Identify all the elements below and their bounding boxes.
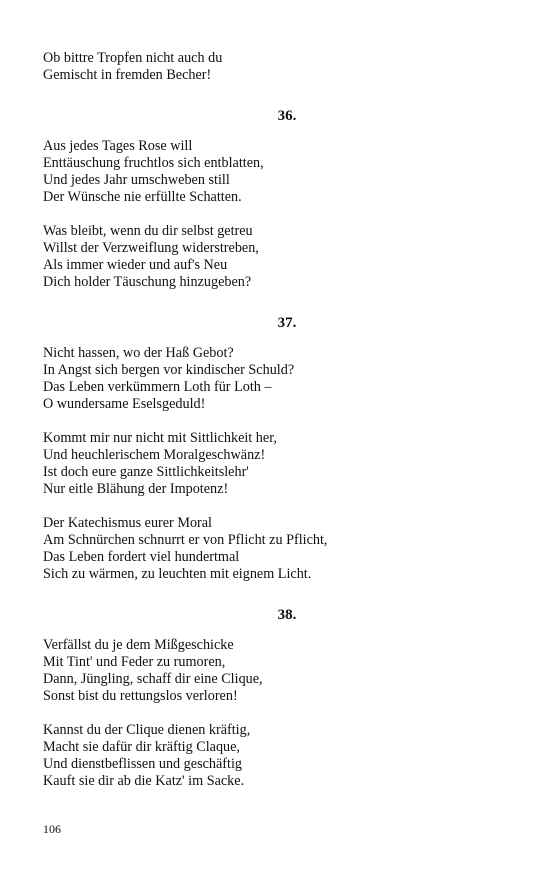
verse-line: Das Leben fordert viel hundertmal <box>43 549 240 565</box>
stanza-gap <box>43 413 503 430</box>
stanza <box>43 722 503 790</box>
stanza <box>43 637 503 705</box>
verse-line: Kannst du der Clique dienen kräftig, <box>43 722 251 738</box>
verse-line: Ist doch eure ganze Sittlichkeitslehr' <box>43 464 249 480</box>
verse-line: Sonst bist du rettungslos verloren! <box>43 688 238 704</box>
verse-line: O wundersame Eselsgeduld! <box>43 396 206 412</box>
verse-line: Und heuchlerischem Moralgeschwänz! <box>43 447 266 463</box>
verse-line: Dann, Jüngling, schaff dir eine Clique, <box>43 671 263 687</box>
stanza <box>43 138 503 206</box>
verse-line: Kauft sie dir ab die Katz' im Sacke. <box>43 773 245 789</box>
stanza <box>43 430 503 498</box>
verse-line: Nicht hassen, wo der Haß Gebot? <box>43 345 234 361</box>
verse-line: Sich zu wärmen, zu leuchten mit eignem Licht. <box>43 566 312 582</box>
verse-line: Aus jedes Tages Rose will <box>43 138 193 154</box>
verse-line: Nur eitle Blähung der Impotenz! <box>43 481 229 497</box>
verse-line: Als immer wieder und auf's Neu <box>43 257 228 273</box>
poem-number: 36. <box>277 108 297 124</box>
stanza <box>43 223 503 291</box>
poem-number: 38. <box>277 607 297 623</box>
stanza-gap <box>43 705 503 722</box>
stanza <box>43 50 503 84</box>
verse-line: Willst der Verzweiflung widerstreben, <box>43 240 259 256</box>
stanza-gap <box>43 206 503 223</box>
page-number: 106 <box>43 822 61 836</box>
verse-line: Verfällst du je dem Mißgeschicke <box>43 637 234 653</box>
verse-line: Dich holder Täuschung hinzugeben? <box>43 274 252 290</box>
verse-line: Ob bittre Tropfen nicht auch du <box>43 50 223 66</box>
verse-line: Der Katechismus eurer Moral <box>43 515 213 531</box>
page-content <box>43 50 503 790</box>
stanza <box>43 345 503 413</box>
verse-line: Der Wünsche nie erfüllte Schatten. <box>43 189 242 205</box>
verse-line: Enttäuschung fruchtlos sich entblatten, <box>43 155 264 171</box>
verse-line: Mit Tint' und Feder zu rumoren, <box>43 654 226 670</box>
stanza <box>43 515 503 583</box>
verse-line: Und jedes Jahr umschweben still <box>43 172 230 188</box>
stanza-gap <box>43 498 503 515</box>
verse-line: Am Schnürchen schnurrt er von Pflicht zu Pflicht, <box>43 532 328 548</box>
verse-line: Und dienstbeflissen und geschäftig <box>43 756 242 772</box>
verse-line: Kommt mir nur nicht mit Sittlichkeit her, <box>43 430 277 446</box>
verse-line: In Angst sich bergen vor kindischer Schuld? <box>43 362 295 378</box>
verse-line: Das Leben verkümmern Loth für Loth – <box>43 379 272 395</box>
poem-number: 37. <box>277 315 297 331</box>
verse-line: Gemischt in fremden Becher! <box>43 67 212 83</box>
verse-line: Macht sie dafür dir kräftig Claque, <box>43 739 240 755</box>
verse-line: Was bleibt, wenn du dir selbst getreu <box>43 223 253 239</box>
